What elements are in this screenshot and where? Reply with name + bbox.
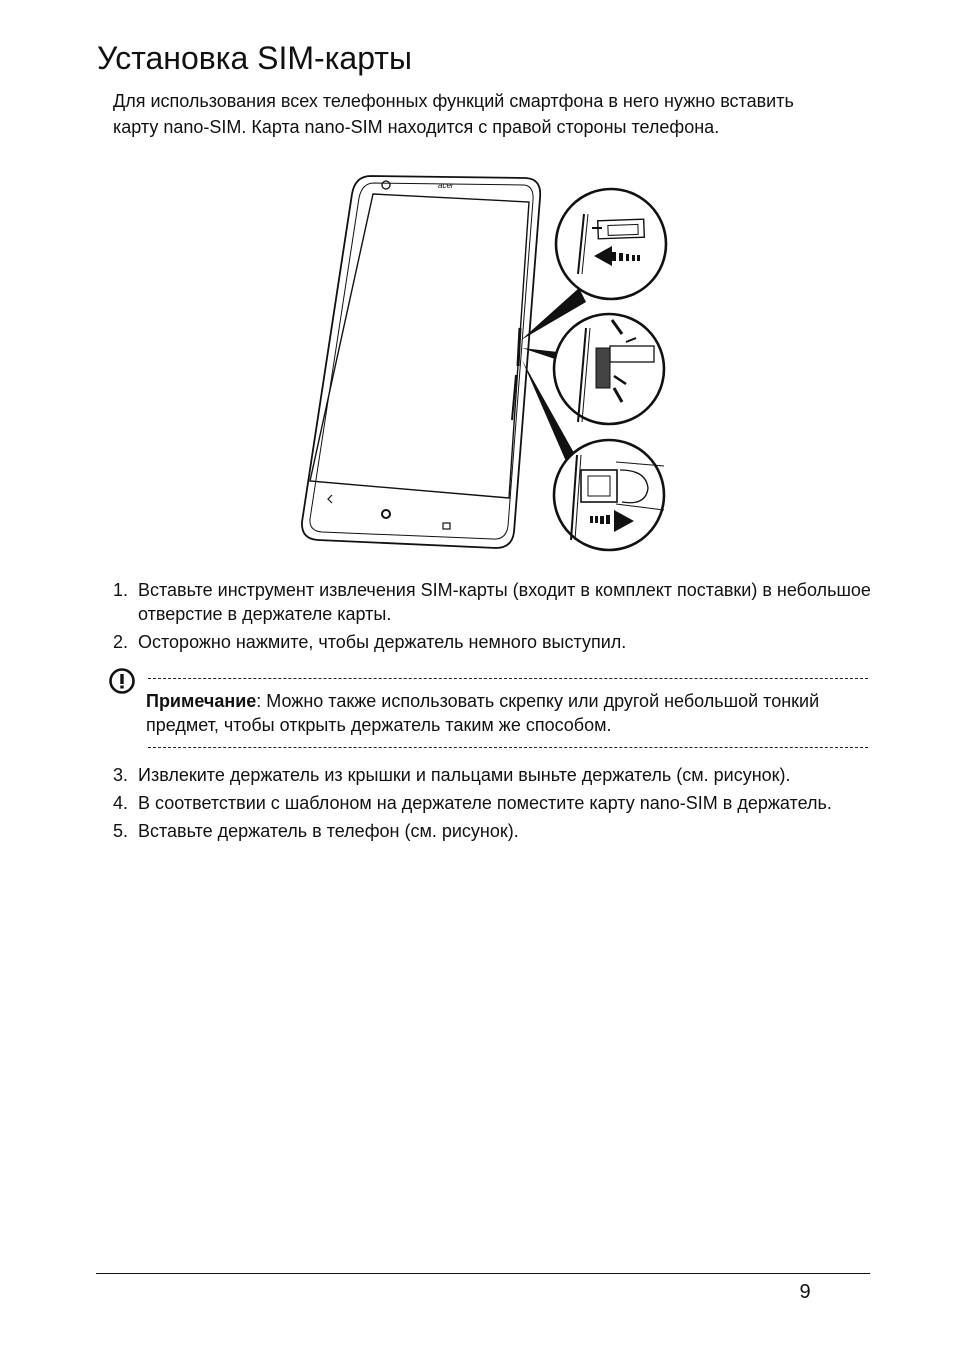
list-item bbox=[113, 763, 833, 787]
note-body: : Можно также использовать скрепку или другой небольшой тонкий предмет, чтобы открыть держатель таким же способом. bbox=[146, 691, 820, 735]
acer-logo bbox=[438, 181, 454, 190]
list-item bbox=[113, 578, 873, 626]
step-number: 4. bbox=[113, 793, 129, 813]
step-text: В соответствии с шаблоном на держателе поместите карту nano-SIM в держатель. bbox=[138, 793, 832, 813]
steps-list-2 bbox=[113, 763, 833, 847]
recent-apps-icon bbox=[443, 523, 450, 529]
sim-installation-figure bbox=[296, 170, 676, 555]
back-icon bbox=[328, 495, 332, 503]
list-item bbox=[113, 819, 833, 843]
footer-rule bbox=[96, 1273, 870, 1274]
step-text: Извлеките держатель из крышки и пальцами выньте держатель (см. рисунок). bbox=[138, 765, 791, 785]
step-number: 3. bbox=[113, 765, 129, 785]
phone-illustration bbox=[296, 170, 676, 555]
list-item bbox=[113, 630, 873, 654]
camera-icon bbox=[382, 181, 390, 189]
step-text: Вставьте держатель в телефон (см. рисунок). bbox=[138, 821, 519, 841]
callout-remove-holder bbox=[554, 440, 664, 550]
intro-paragraph: Для использования всех телефонных функций смартфона в него нужно вставить карту nano-SIM. Карта nano-SIM находится с правой стороны телефона. bbox=[113, 91, 794, 137]
note-text bbox=[146, 689, 858, 737]
phone-body bbox=[302, 176, 540, 548]
exclamation-circle-icon bbox=[108, 666, 136, 694]
step-text: Вставьте инструмент извлечения SIM-карты (входит в комплект поставки) в небольшое отверстие в держателе карты. bbox=[138, 580, 871, 624]
callout-insert-tool bbox=[556, 189, 666, 299]
step-number: 1. bbox=[113, 580, 129, 600]
note-divider-bottom bbox=[148, 747, 868, 748]
note-divider-top bbox=[148, 678, 868, 679]
list-item bbox=[113, 791, 833, 815]
svg-text:acer: acer bbox=[438, 181, 454, 190]
page-number: 9 bbox=[799, 1281, 811, 1303]
note-label: Примечание bbox=[146, 691, 257, 711]
callout-eject-holder bbox=[554, 314, 664, 424]
step-number: 5. bbox=[113, 821, 129, 841]
note-box bbox=[108, 666, 868, 756]
steps-list-1 bbox=[113, 578, 873, 658]
step-text: Осторожно нажмите, чтобы держатель немного выступил. bbox=[138, 632, 627, 652]
page-title: Установка SIM-карты bbox=[97, 40, 412, 76]
step-number: 2. bbox=[113, 632, 129, 652]
home-icon bbox=[382, 510, 390, 518]
